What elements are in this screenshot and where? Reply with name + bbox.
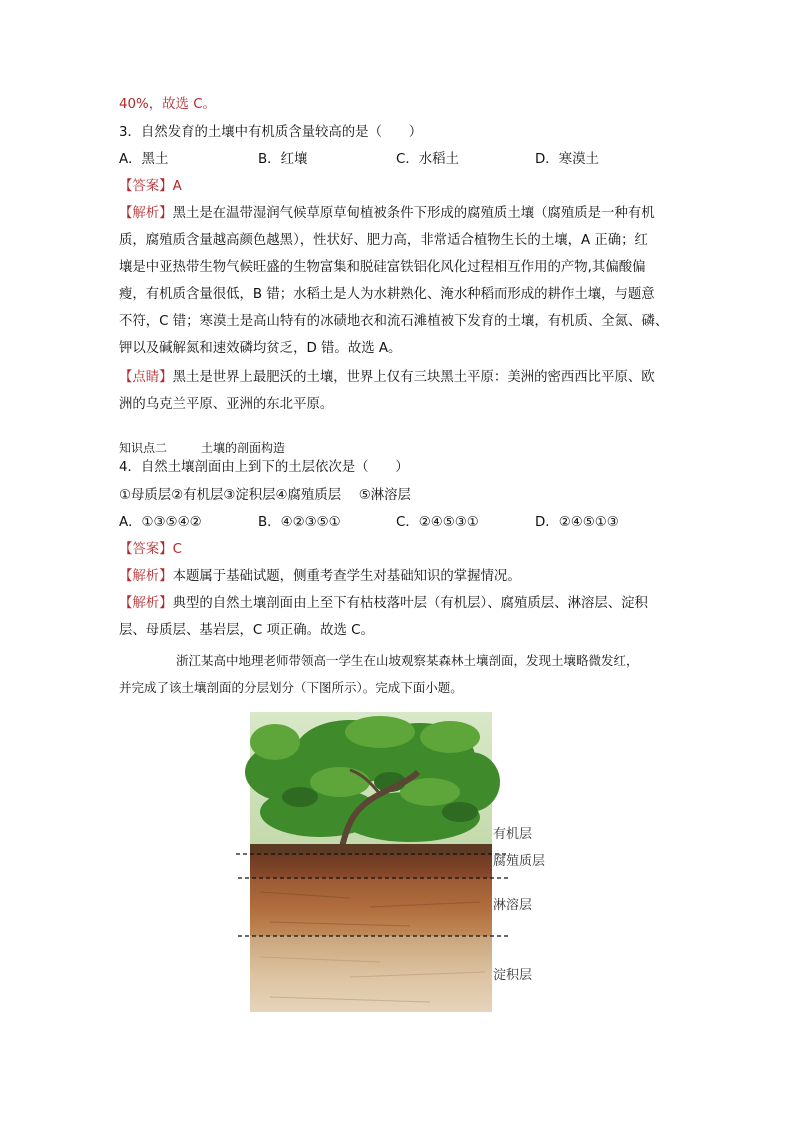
- answer-tag: 【答案】: [119, 542, 173, 557]
- q3-analysis-line-5: 不符，C 错；寒漠土是高山特有的冰碛地衣和流石滩植被下发育的土壤，有机质、全氮、磷、: [119, 314, 669, 329]
- tip-text: 黑土是世界上最肥沃的土壤，世界上仅有三块黑土平原：美洲的密西西比平原、欧: [172, 370, 655, 385]
- q4-items: ①母质层②有机层③淀积层④腐殖质层 ⑤淋溶层: [119, 488, 411, 503]
- analysis-tag: 【解析】: [119, 206, 173, 221]
- analysis-text: 本题属于基础试题，侧重考查学生对基础知识的掌握情况。: [172, 569, 521, 584]
- q4-analysis-2-line-1: [119, 595, 648, 613]
- answer-value: C: [172, 542, 182, 557]
- q3-tip-line-1: [119, 369, 655, 387]
- label-organic-layer: 有机层: [493, 827, 533, 842]
- analysis-tag: 【解析】: [119, 596, 173, 611]
- q3-option-a: A．黑土: [119, 152, 169, 167]
- q4-option-b: B．④②③⑤①: [258, 515, 341, 530]
- q4-option-c: C．②④⑤③①: [396, 515, 479, 530]
- q3-analysis-line-4: 瘦，有机质含量很低，B 错；水稻土是人为水耕熟化、淹水种稻而形成的耕作土壤，与题意: [119, 287, 655, 302]
- q4-analysis-2-line-2: 层、母质层、基岩层，C 项正确。故选 C。: [119, 623, 374, 638]
- q3-analysis-line-3: 壤是中亚热带生物气候旺盛的生物富集和脱硅富铁铝化风化过程相互作用的产物,其偏酸偏: [119, 260, 646, 275]
- question-4: 4．自然土壤剖面由上到下的土层依次是（ ）: [119, 460, 409, 475]
- q3-option-b: B．红壤: [258, 152, 308, 167]
- q4-answer: [119, 541, 182, 559]
- q3-analysis-line-2: 质，腐殖质含量越高颜色越黑），性状好、肥力高，非常适合植物生长的土壤，A 正确；红: [119, 233, 648, 248]
- tip-tag: 【点睛】: [119, 370, 173, 385]
- answer-tag: 【答案】: [119, 179, 173, 194]
- q3-tip-line-2: 洲的乌克兰平原、亚洲的东北平原。: [119, 397, 334, 412]
- section-label: 知识点二: [119, 441, 168, 455]
- q4-analysis-1: [119, 568, 521, 586]
- soil-profile-figure: [230, 712, 560, 1018]
- intro-line-1: 浙江某高中地理老师带领高一学生在山坡观察某森林土壤剖面，发现土壤略微发红，: [176, 653, 639, 668]
- q3-analysis-line-6: 钾以及碱解氮和速效磷均贫乏，D 错。故选 A。: [119, 341, 402, 356]
- section-title: 土壤的剖面构造: [201, 441, 286, 455]
- answer-value: A: [172, 179, 182, 194]
- previous-answer-fragment: 40%，故选 C。: [119, 97, 216, 112]
- analysis-tag: 【解析】: [119, 569, 173, 584]
- q3-answer: [119, 178, 182, 196]
- soil-photo: [245, 712, 500, 1012]
- analysis-text: 黑土是在温带湿润气候草原草甸植被条件下形成的腐殖质土壤（腐殖质是一种有机: [172, 206, 655, 221]
- section-heading: [119, 439, 285, 457]
- q3-option-d: D．寒漠土: [535, 152, 599, 167]
- q4-option-d: D．②④⑤①③: [535, 515, 619, 530]
- intro-line-2: 并完成了该土壤剖面的分层划分（下图所示）。完成下面小题。: [119, 680, 463, 695]
- analysis-text: 典型的自然土壤剖面由上至下有枯枝落叶层（有机层）、腐殖质层、淋溶层、淀积: [172, 596, 648, 611]
- q3-option-c: C．水稻土: [396, 152, 459, 167]
- label-humus-layer: 腐殖质层: [493, 854, 546, 869]
- label-illuvial-layer: 淀积层: [493, 968, 533, 983]
- label-eluvial-layer: 淋溶层: [493, 898, 533, 913]
- q3-analysis-line-1: [119, 205, 655, 223]
- q4-option-a: A．①③⑤④②: [119, 515, 202, 530]
- question-3: 3．自然发育的土壤中有机质含量较高的是（ ）: [119, 125, 423, 140]
